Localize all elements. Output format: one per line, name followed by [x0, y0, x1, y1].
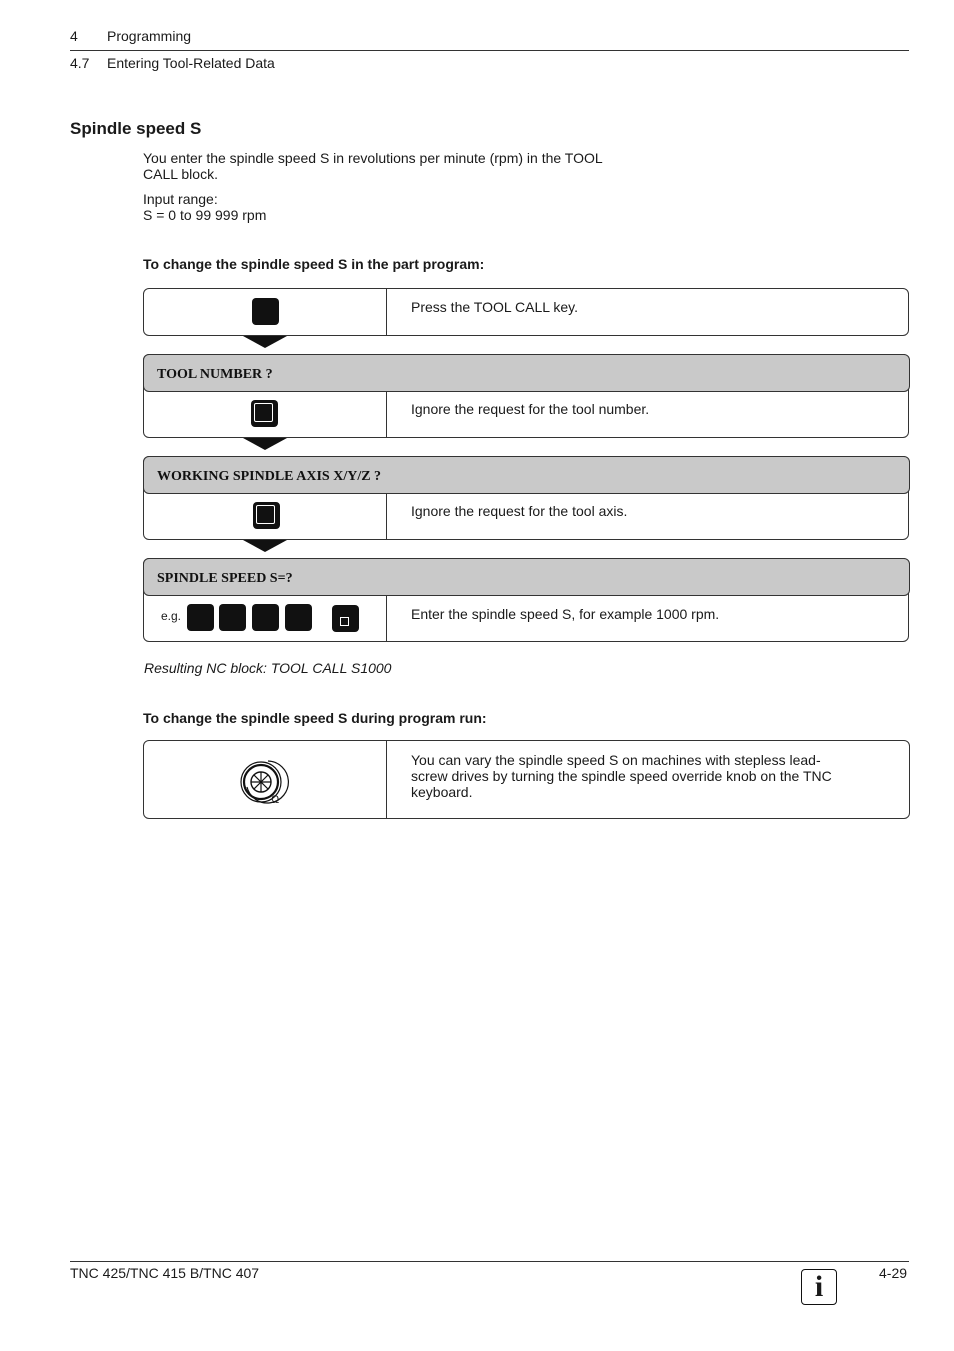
section-title: Entering Tool-Related Data — [107, 55, 275, 71]
dialog-text: TOOL NUMBER ? — [157, 367, 273, 382]
range-value: S = 0 to 99 999 rpm — [143, 207, 267, 223]
step-1-text: Press the TOOL CALL key. — [411, 299, 579, 315]
tool-call-key-icon — [252, 298, 279, 325]
footer-models: TNC 425/TNC 415 B/TNC 407 — [70, 1265, 260, 1281]
arrow-down-icon — [243, 540, 287, 552]
chapter-title: Programming — [107, 28, 192, 44]
digit-key-1-icon — [187, 604, 214, 631]
program-run-line-1: You can vary the spindle speed S on machines with stepless lead- — [411, 752, 821, 768]
program-run-heading: To change the spindle speed S during program run: — [143, 710, 487, 726]
program-run-box — [143, 740, 910, 819]
step-divider — [386, 391, 387, 437]
range-label: Input range: — [143, 191, 218, 207]
intro-line-2: CALL block. — [143, 166, 218, 182]
step-1-box — [143, 288, 909, 336]
step-divider — [386, 595, 387, 641]
dialog-spindle-axis — [143, 456, 910, 494]
arrow-down-icon — [243, 336, 287, 348]
resulting-nc-block: Resulting NC block: TOOL CALL S1000 — [144, 660, 392, 676]
example-prefix: e.g. — [161, 609, 182, 623]
no-ent-key-icon — [253, 502, 280, 529]
footer-page-number: 4-29 — [879, 1265, 908, 1281]
section-number: 4.7 — [70, 55, 90, 71]
dialog-tool-number — [143, 354, 910, 392]
digit-key-0-icon — [252, 604, 279, 631]
dialog-text: WORKING SPINDLE AXIS X/Y/Z ? — [157, 469, 382, 484]
digit-key-0-icon — [285, 604, 312, 631]
intro-line-1: You enter the spindle speed S in revolutions per minute (rpm) in the TOOL — [143, 150, 603, 166]
program-run-line-3: keyboard. — [411, 784, 473, 800]
header-rule — [70, 50, 909, 51]
footer-rule — [70, 1261, 909, 1262]
dialog-spindle-speed — [143, 558, 910, 596]
dialog-text: SPINDLE SPEED S=? — [157, 571, 293, 586]
info-glyph: i — [814, 1270, 824, 1303]
end-key-icon — [332, 605, 359, 632]
digit-key-0-icon — [219, 604, 246, 631]
step-divider — [386, 741, 387, 818]
no-ent-key-icon — [251, 400, 278, 427]
step-divider — [386, 289, 387, 335]
program-run-line-2: screw drives by turning the spindle speed override knob on the TNC — [411, 768, 832, 784]
step-4-text: Enter the spindle speed S, for example 1000 rpm. — [411, 606, 720, 622]
page-title: Spindle speed S — [70, 119, 202, 138]
step-3-text: Ignore the request for the tool axis. — [411, 503, 628, 519]
step-2-text: Ignore the request for the tool number. — [411, 401, 650, 417]
arrow-down-icon — [243, 438, 287, 450]
spindle-override-knob-icon — [238, 757, 294, 809]
chapter-number: 4 — [70, 28, 78, 44]
info-icon — [801, 1269, 837, 1305]
step-divider — [386, 493, 387, 539]
spindle-symbol: Ω — [271, 794, 280, 806]
part-program-heading: To change the spindle speed S in the part program: — [143, 256, 485, 272]
